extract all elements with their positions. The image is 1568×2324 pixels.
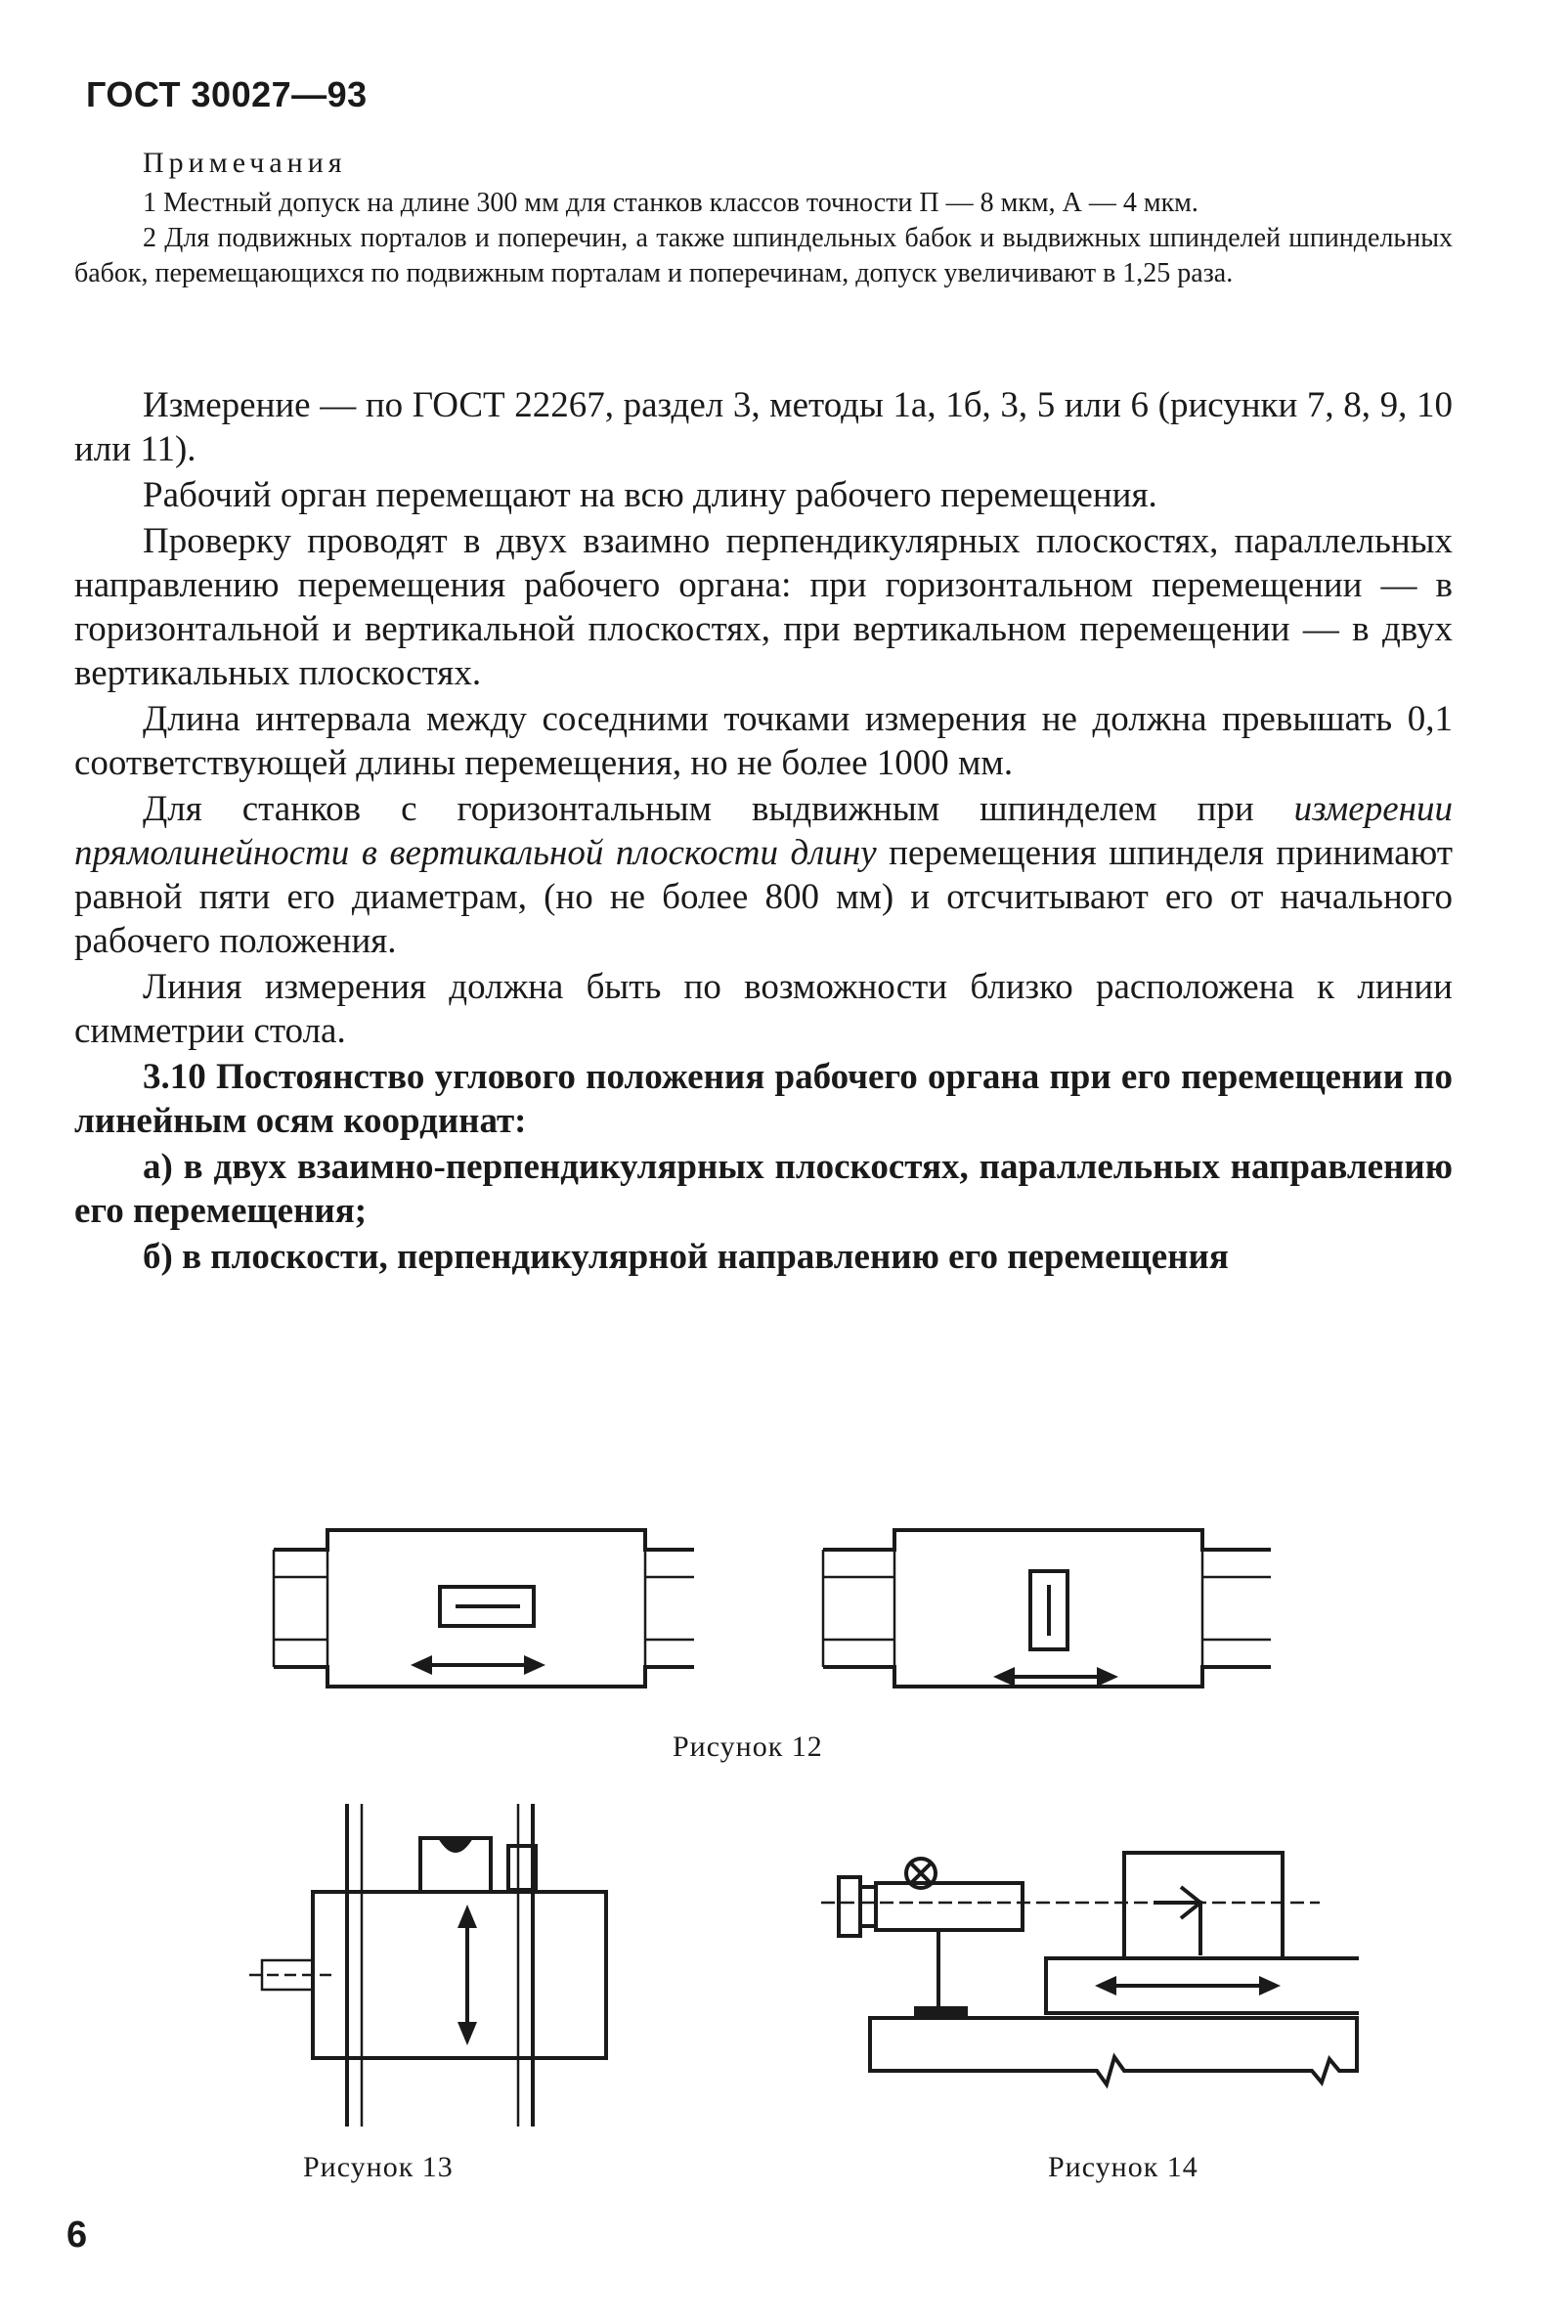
list-item-a: а) в двух взаимно-перпендикулярных плоскостях, параллельных направлению его перемещения; [74,1147,1453,1231]
paragraph-measurement: Измерение — по ГОСТ 22267, раздел 3, методы 1а, 1б, 3, 5 или 6 (рисунки 7, 8, 9, 10 или 11). [74,385,1453,469]
document-header: ГОСТ 30027—93 [86,74,368,114]
note-2: 2 Для подвижных порталов и поперечин, а также шпиндельных бабок и выдвижных шпинделей шпиндельных бабок, перемещающихся по подвижным порталам и поперечинам, допуск увеличивают в 1,25 раза. [74,223,1453,288]
notes-title: Примечания [143,147,347,179]
note-1: 1 Местный допуск на длине 300 мм для станков классов точности П — 8 мкм, А — 4 мкм. [143,188,1198,218]
paragraph-movement: Рабочий орган перемещают на всю длину рабочего перемещения. [143,475,1157,515]
paragraph-interval: Длина интервала между соседними точками измерения не должна превышать 0,1 соответствующей длины перемещения, но не более 1000 мм. [74,699,1453,783]
figure-12-left-part [274,1530,694,1687]
paragraph-spindle-start: Для станков с горизонтальным выдвижным шпинделем при [143,789,1294,829]
page-number: 6 [66,2214,88,2256]
body-text [74,383,1453,1281]
paragraph-spindle-end: перемещения шпинделя принимают равной пяти его диаметрам, (но не более 800 мм) и отсчитывают его от начального рабочего положения. [74,833,1454,961]
paragraph-measurement-line: Линия измерения должна быть по возможности близко расположена к линии симметрии стола. [74,967,1453,1051]
figure-14-caption: Рисунок 14 [1048,2151,1198,2183]
figure-13-drawing [244,1799,626,2131]
figure-12-caption: Рисунок 12 [673,1731,823,1763]
figure-14-drawing [811,1848,1359,2102]
figure-12-right-part [823,1530,1271,1687]
paragraph-planes: Проверку проводят в двух взаимно перпендикулярных плоскостях, параллельных направлению перемещения рабочего органа: при горизонтальном перемещении — в горизонтальной и вертикальной плоскостях, при вертикальном перемещении — в двух вертикальных плоскостях. [74,521,1453,693]
list-item-b: б) в плоскости, перпендикулярной направлению его перемещения [143,1237,1229,1277]
notes-block [74,147,1453,291]
figure-12-drawing [264,1520,1300,1696]
paragraph-spindle [74,787,1453,963]
paragraph-spindle-italic: измерении прямолинейности в вертикальной плоскости длину [74,789,1453,873]
section-heading-3-10: 3.10 Постоянство углового положения рабочего органа при его перемещении по линейным осям координат: [74,1057,1453,1141]
figure-13-caption: Рисунок 13 [303,2151,454,2183]
